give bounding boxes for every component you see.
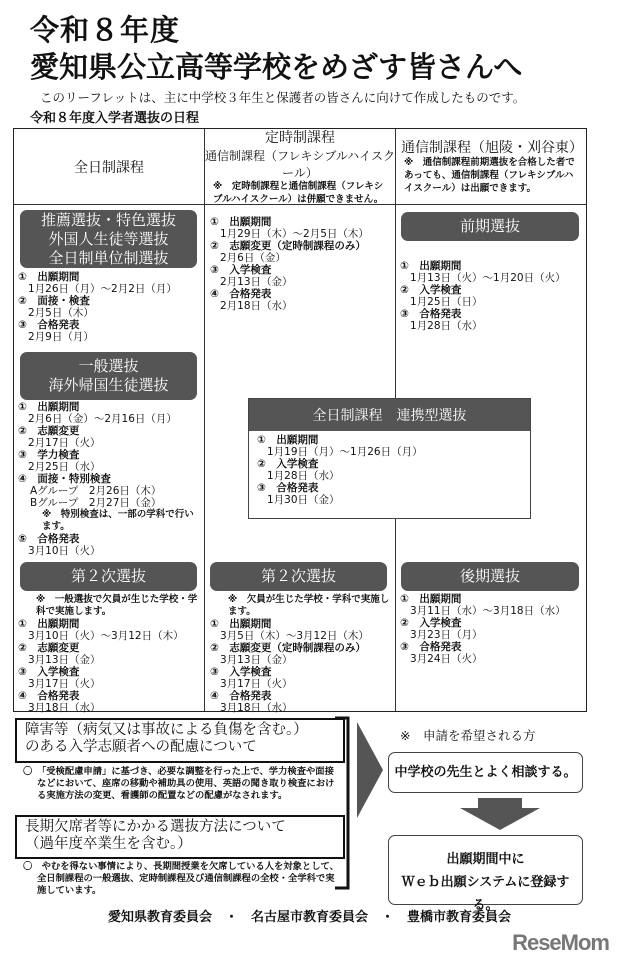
header-note: ※ 定時制課程と通信制課程（フレキシブルハイスクール）は併願できません。 — [213, 180, 384, 205]
schedule-step: ② 入学検査 — [257, 458, 319, 470]
tsu-koki-schedule — [400, 593, 566, 665]
schedule-date: 3月23日（月） — [410, 629, 483, 641]
schedule-date: 3月5日（木）～3月12日（木） — [220, 630, 369, 642]
schedule-step: ② 入学検査 — [400, 284, 462, 296]
schedule-step: ① 出願期間 — [18, 401, 80, 413]
schedule-step: ③ 入学検査 — [210, 264, 272, 276]
header-fulltime — [14, 129, 204, 204]
title-line: 前期選抜 — [459, 217, 520, 235]
schedule-date: ※ 欠員が生じた学校・学科で実施します。 — [228, 594, 390, 617]
schedule-date: 3月17日（火） — [28, 678, 101, 690]
zen-2ji-title — [20, 562, 197, 591]
title-line: 海外帰国生徒選抜 — [48, 376, 169, 394]
zen-suisen-title — [20, 210, 197, 268]
schedule-date: 3月13日（金） — [28, 654, 101, 666]
disability-consideration-text: 〇 「受検配慮申請」に基づき、必要な調整を行った上で、学力検査や面接などにおいて、座席の移動や補助具の使用、英語の聞き取り検査における実施方法の変更、看護師の配置などの配慮がなされます。 — [23, 766, 335, 801]
schedule-date: 3月18日（水） — [28, 702, 101, 714]
schedule-step: ③ 合格発表 — [400, 308, 462, 320]
long-absence-box — [15, 815, 345, 859]
schedule-date: 1月13日（火）～1月20日（火） — [410, 272, 566, 284]
schedule-date: 2月13日（金） — [220, 276, 293, 288]
schedule-date: 2月9日（月） — [28, 331, 94, 343]
header-label: 全日制課程 — [74, 159, 144, 176]
box-line: 長期欠席者等にかかる選抜方法について — [25, 819, 286, 835]
schedule-date: 2月17日（火） — [28, 437, 101, 449]
down-arrow-icon — [458, 798, 542, 832]
header-label: 定時制課程 — [265, 129, 335, 146]
schedule-date: 3月10日（火） — [28, 545, 101, 557]
schedule-date: 3月17日（火） — [220, 678, 293, 690]
schedule-step: ③ 学力検査 — [18, 449, 80, 461]
schedule-date: 3月11日（水）～3月18日（水） — [410, 605, 566, 617]
schedule-step: ② 志願変更（定時制課程のみ） — [210, 240, 366, 252]
zen-suisen-schedule — [18, 271, 177, 343]
title-line2: 愛知県公立高等学校をめざす皆さんへ — [30, 50, 523, 84]
schedule-date: 1月19日（月）～1月26日（月） — [267, 446, 423, 458]
step-register-box — [388, 835, 583, 913]
schedule-date: 2月6日（金） — [220, 252, 286, 264]
schedule-step: ② 志願変更 — [18, 642, 80, 654]
box-line: （過年度卒業生を含む。） — [25, 836, 192, 852]
renkei-title — [249, 399, 530, 431]
schedule-step: ④ 面接・特別検査 — [18, 473, 111, 485]
box-line: 障害等（病気又は事故による負傷を含む。） — [25, 722, 308, 738]
schedule-date: ※ 特別検査は、一部の学科で行います。 — [42, 509, 194, 532]
schedule-date: 1月29日（木）～2月5日（木） — [220, 228, 369, 240]
schedule-date: 1月28日（水） — [267, 470, 340, 482]
title-line: 後期選抜 — [459, 567, 520, 585]
tei-2ji-title — [210, 562, 387, 591]
schedule-date: 2月18日（水） — [220, 300, 293, 312]
schedule-date: 3月10日（火）～3月12日（木） — [28, 630, 184, 642]
zen-ippan-title — [20, 352, 197, 400]
apply-note: ※ 申請を希望される方 — [400, 728, 536, 743]
schedule-step: ① 出願期間 — [18, 618, 80, 630]
header-parttime — [205, 129, 395, 204]
schedule-step: ④ 合格発表 — [210, 690, 272, 702]
schedule-step: ① 出願期間 — [210, 618, 272, 630]
schedule-step: ④ 合格発表 — [18, 690, 80, 702]
header-label: 通信制課程（旭陵・刈谷東） — [401, 140, 583, 157]
tei-2ji-schedule — [210, 594, 390, 714]
step-line: Ｗｅｂ出願システムに登録する。 — [401, 875, 570, 913]
schedule-date: 3月13日（金） — [220, 654, 293, 666]
schedule-step: ① 出願期間 — [400, 593, 462, 605]
schedule-date: Bグループ 2月27日（金） — [30, 497, 162, 509]
column-divider — [204, 129, 205, 711]
schedule-step: ③ 入学検査 — [210, 666, 272, 678]
schedule-step: ② 志願変更（定時制課程のみ） — [210, 642, 366, 654]
box-line: のある入学志願者への配慮について — [25, 739, 257, 755]
tsu-zenki-title — [401, 212, 579, 241]
schedule-step: ③ 合格発表 — [18, 319, 80, 331]
schedule-step: ③ 合格発表 — [257, 482, 319, 494]
disability-consideration-box — [15, 718, 345, 763]
title-line: 全日制単位制選抜 — [48, 248, 169, 267]
section-title: 令和８年度入学者選抜の日程 — [30, 111, 200, 126]
schedule-step: ① 出願期間 — [210, 216, 272, 228]
header-note: ※ 通信制課程前期選抜を合格した者であっても、通信制課程（フレキシブルハイスクール）は出願できます。 — [404, 157, 575, 194]
zen-ippan-schedule — [18, 401, 198, 557]
schedule-date: 3月24日（火） — [410, 653, 483, 665]
resemom-logo: ReseMom — [512, 930, 609, 955]
schedule-date: 3月18日（水） — [220, 702, 293, 714]
schedule-step: ② 志願変更 — [18, 425, 80, 437]
title-line: 外国人生徒等選抜 — [48, 229, 169, 248]
schedule-step: ③ 合格発表 — [400, 641, 462, 653]
footer-issuers: 愛知県教育委員会 ・ 名古屋市教育委員会 ・ 豊橋市教育委員会 — [107, 910, 511, 925]
long-absence-text: 〇 やむを得ない事情により、長期間授業を欠席している人を対象として、全日制課程の一般選抜、定時制課程及び通信制課程の全校・全学科で実施しています。 — [23, 861, 339, 896]
schedule-step: ④ 合格発表 — [210, 288, 272, 300]
schedule-date: 2月6日（金）～2月16日（月） — [28, 413, 177, 425]
schedule-date: ※ 一般選抜で欠員が生じた学校・学科で実施します。 — [36, 594, 198, 617]
schedule-step: ② 入学検査 — [400, 617, 462, 629]
schedule-step: ⑤ 合格発表 — [18, 533, 80, 545]
schedule-date: 1月28日（水） — [410, 320, 483, 332]
schedule-date: Aグループ 2月26日（木） — [30, 485, 162, 497]
step-line: 出願期間中に — [446, 852, 525, 867]
zen-2ji-schedule — [18, 594, 198, 714]
schedule-step: ③ 入学検査 — [18, 666, 80, 678]
header-correspondence — [396, 129, 588, 204]
schedule-date: 2月25日（水） — [28, 461, 101, 473]
schedule-date: 1月25日（日） — [410, 296, 483, 308]
title-line: 推薦選抜・特色選抜 — [40, 210, 176, 229]
schedule-step: ① 出願期間 — [18, 271, 80, 283]
title-line: 全日制課程 連携型選抜 — [312, 408, 467, 424]
renkei-selection-box — [248, 398, 531, 519]
tsu-zenki-schedule — [400, 260, 566, 332]
schedule-date: 2月5日（木） — [28, 307, 94, 319]
title-line: 一般選抜 — [78, 357, 139, 375]
renkei-schedule — [249, 431, 530, 509]
schedule-date: 1月30日（金） — [267, 494, 340, 506]
subtitle: このリーフレットは、主に中学校３年生と保護者の皆さんに向けて作成したものです。 — [40, 90, 526, 105]
title-line: 第２次選抜 — [260, 567, 336, 585]
schedule-date: 1月26日（月）～2月2日（月） — [28, 283, 177, 295]
schedule-step: ① 出願期間 — [257, 434, 319, 446]
schedule-step: ① 出願期間 — [400, 260, 462, 272]
tei-1-schedule — [210, 216, 369, 312]
tsu-koki-title — [401, 562, 579, 591]
header-label: 通信制課程（フレキシブルハイスクール） — [205, 148, 395, 180]
title-line1: 令和８年度 — [30, 13, 181, 47]
bracket-arrow-icon — [330, 716, 390, 892]
step-consult-box: 中学校の先生とよく相談する。 — [388, 752, 583, 793]
title-line: 第２次選抜 — [70, 567, 146, 585]
schedule-step: ② 面接・検査 — [18, 295, 90, 307]
